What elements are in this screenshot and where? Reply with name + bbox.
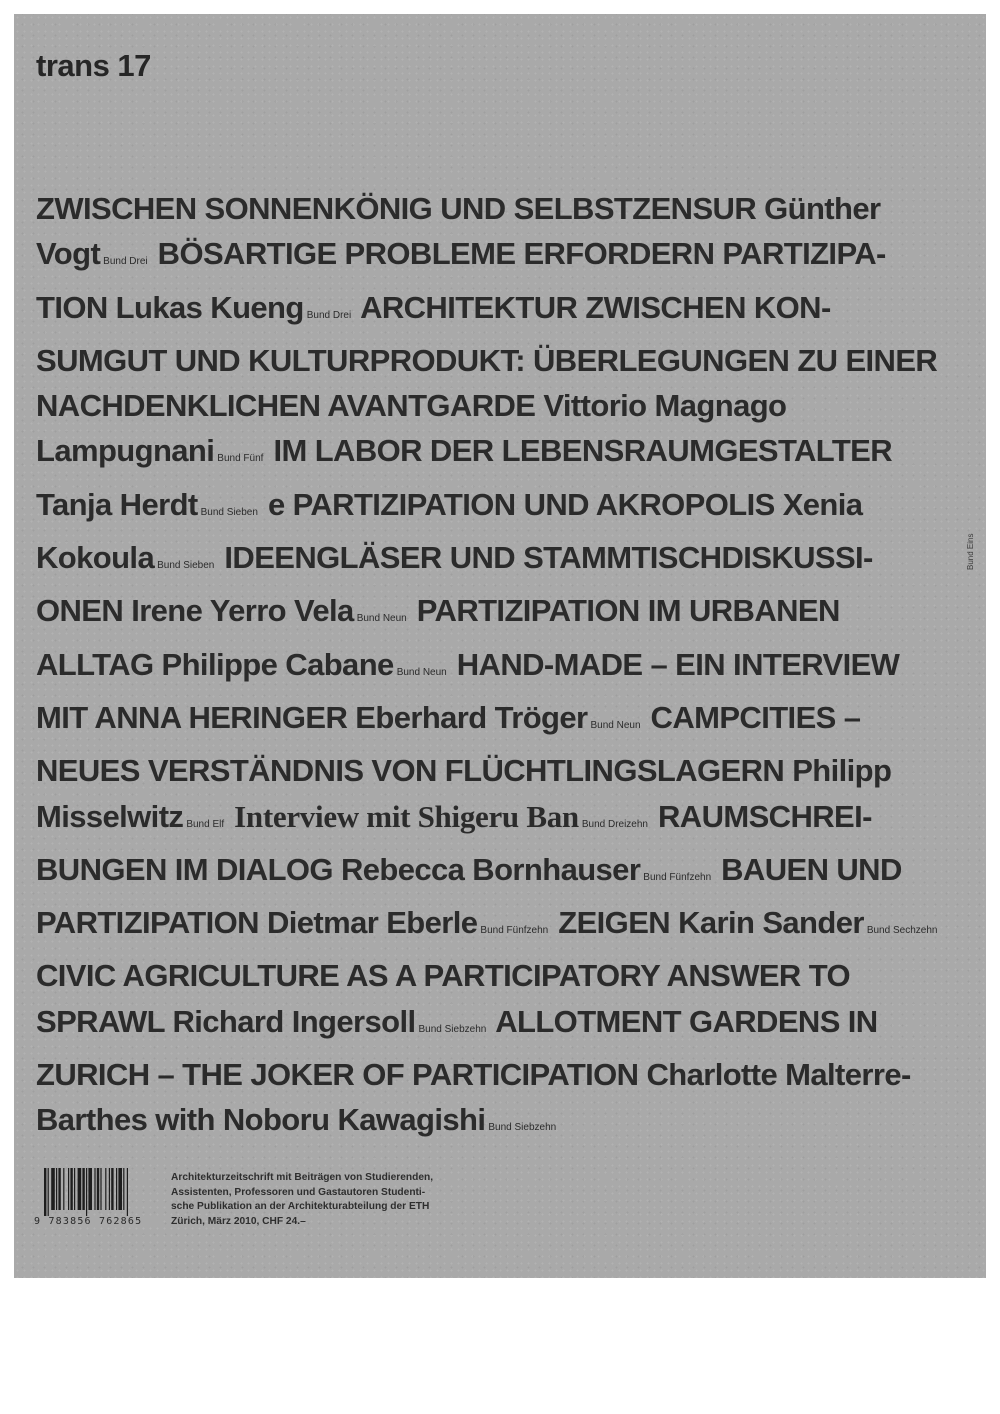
toc-entry-title: BAUEN UND PARTIZIPATION <box>36 851 902 941</box>
toc-entry-bund: Bund Neun <box>590 719 641 731</box>
toc-entry-bund: Bund Siebzehn <box>488 1122 557 1134</box>
barcode-bar <box>111 1168 113 1210</box>
barcode-bar <box>97 1168 99 1210</box>
toc-entry-title: ARCHITEKTUR ZWISCHEN KON- SUMGUT UND KULTURPRODUKT: ÜBERLEGUNGEN ZU EINER NACHDENKLICHEN AVANTGARDE <box>36 289 938 424</box>
toc-entry-title: PARTIZIPATION IM URBANEN ALLTAG <box>36 593 840 682</box>
table-of-contents <box>36 186 946 1151</box>
toc-entry-bund: Bund Siebzehn <box>418 1023 487 1035</box>
toc-entry-author: Interview mit Shigeru Ban <box>234 798 579 834</box>
barcode-bar <box>109 1168 110 1210</box>
barcode-bar <box>78 1168 82 1210</box>
toc-entry-title: ZEIGEN <box>558 905 671 941</box>
toc-entry-bund: Bund Sechzehn <box>866 925 938 937</box>
toc-entry-bund: Bund Fünfzehn <box>643 871 712 883</box>
colophon-line: Architekturzeitschrift mit Beiträgen von Studierenden, <box>171 1172 434 1183</box>
toc-entry-title: CIVIC AGRICULTURE AS A PARTICIPATORY ANSWER TO SPRAWL <box>36 958 851 1039</box>
toc-entry-bund: Bund Fünfzehn <box>480 925 549 937</box>
barcode-bar <box>44 1168 46 1216</box>
toc-entry-author: Vittorio Magnago Lampugnani <box>36 388 787 469</box>
spine-label: Bund Eins <box>966 533 975 570</box>
barcode-bar <box>70 1168 72 1210</box>
barcode-bar <box>123 1168 124 1210</box>
colophon <box>171 1171 481 1229</box>
barcode-bar <box>51 1168 55 1210</box>
toc-entry-author: Charlotte Malterre-Barthes with Noboru Kawagishi <box>36 1057 911 1138</box>
toc-entry-bund: Bund Elf <box>186 818 225 830</box>
colophon-line: Zürich, März 2010, CHF 24.– <box>171 1215 306 1227</box>
toc-entry-author: Tanja Herdt <box>36 486 198 522</box>
toc-entry-bund: Bund Neun <box>396 666 447 678</box>
toc-entry-title: ALLOTMENT GARDENS IN ZURICH – THE JOKER OF PARTICIPATION <box>36 1003 878 1093</box>
toc-entry-title: ZWISCHEN SONNENKÖNIG UND SELBSTZENSUR <box>36 191 757 226</box>
toc-entry-author: Philippe Cabane <box>161 646 394 682</box>
barcode-bars <box>34 1168 160 1216</box>
toc-entry-author: Irene Yerro Vela <box>131 593 354 629</box>
toc-entry-author: Günther Vogt <box>36 191 881 272</box>
barcode-bar <box>68 1168 69 1210</box>
toc-entry-bund: Bund Sieben <box>157 560 215 572</box>
barcode-bar <box>127 1168 128 1216</box>
barcode-bar <box>94 1168 95 1210</box>
barcode <box>34 1168 160 1228</box>
toc-entry-author: Richard Ingersoll <box>172 1003 416 1039</box>
toc-entry-author: Eberhard Tröger <box>355 699 588 735</box>
toc-entry-bund: Bund Drei <box>306 309 352 321</box>
magazine-cover <box>14 14 986 1278</box>
toc-entry-bund: Bund Drei <box>103 256 148 268</box>
barcode-bar <box>88 1168 92 1210</box>
barcode-bar <box>48 1168 49 1216</box>
toc-entry-title: RAUMSCHREI- BUNGEN IM DIALOG <box>36 798 872 887</box>
toc-entry-author: Karin Sander <box>678 905 864 941</box>
toc-entry-author: Xenia Kokoula <box>36 486 863 576</box>
toc-entry-title: e PARTIZIPATION UND AKROPOLIS <box>267 486 775 522</box>
barcode-bar <box>86 1168 87 1216</box>
toc-entry-title: IM LABOR DER LEBENSRAUMGESTALTER <box>273 433 893 469</box>
toc-entry-title: CAMPCITIES – NEUES VERSTÄNDNIS VON FLÜCHTLINGSLAGERN <box>36 699 861 789</box>
barcode-bar <box>74 1168 75 1210</box>
barcode-digits: 9 783856 762865 <box>34 1216 160 1227</box>
toc-entry-bund: Bund Fünf <box>217 453 264 465</box>
toc-entry-author: Lukas Kueng <box>115 289 304 325</box>
barcode-bar <box>63 1168 64 1210</box>
toc-entry-title: HAND-MADE – EIN INTERVIEW MIT ANNA HERINGER <box>36 646 900 735</box>
toc-entry-author: Philipp Misselwitz <box>36 753 892 834</box>
barcode-bar <box>118 1168 122 1210</box>
barcode-bar <box>82 1168 84 1210</box>
toc-entry-author: Dietmar Eberle <box>266 905 478 941</box>
toc-entry-bund: Bund Sieben <box>200 506 258 518</box>
toc-entry-title: BÖSARTIGE PROBLEME ERFORDERN PARTIZIPA- TION <box>36 236 886 325</box>
masthead-title: trans 17 <box>36 48 151 83</box>
toc-entry-bund: Bund Neun <box>356 613 407 625</box>
barcode-bar <box>116 1168 117 1210</box>
colophon-line: Assistenten, Professoren und Gastautoren Studenti- <box>171 1186 426 1198</box>
toc-entry-author: Rebecca Bornhauser <box>340 851 641 887</box>
colophon-line: sche Publikation an der Architekturabteilung der ETH <box>171 1201 430 1213</box>
barcode-bar <box>100 1168 101 1210</box>
toc-entry-bund: Bund Dreizehn <box>581 818 648 830</box>
barcode-bar <box>56 1168 57 1210</box>
barcode-bar <box>105 1168 106 1210</box>
barcode-bar <box>58 1168 60 1210</box>
toc-entry-title: IDEENGLÄSER UND STAMMTISCHDISKUSSI- ONEN <box>36 540 873 629</box>
